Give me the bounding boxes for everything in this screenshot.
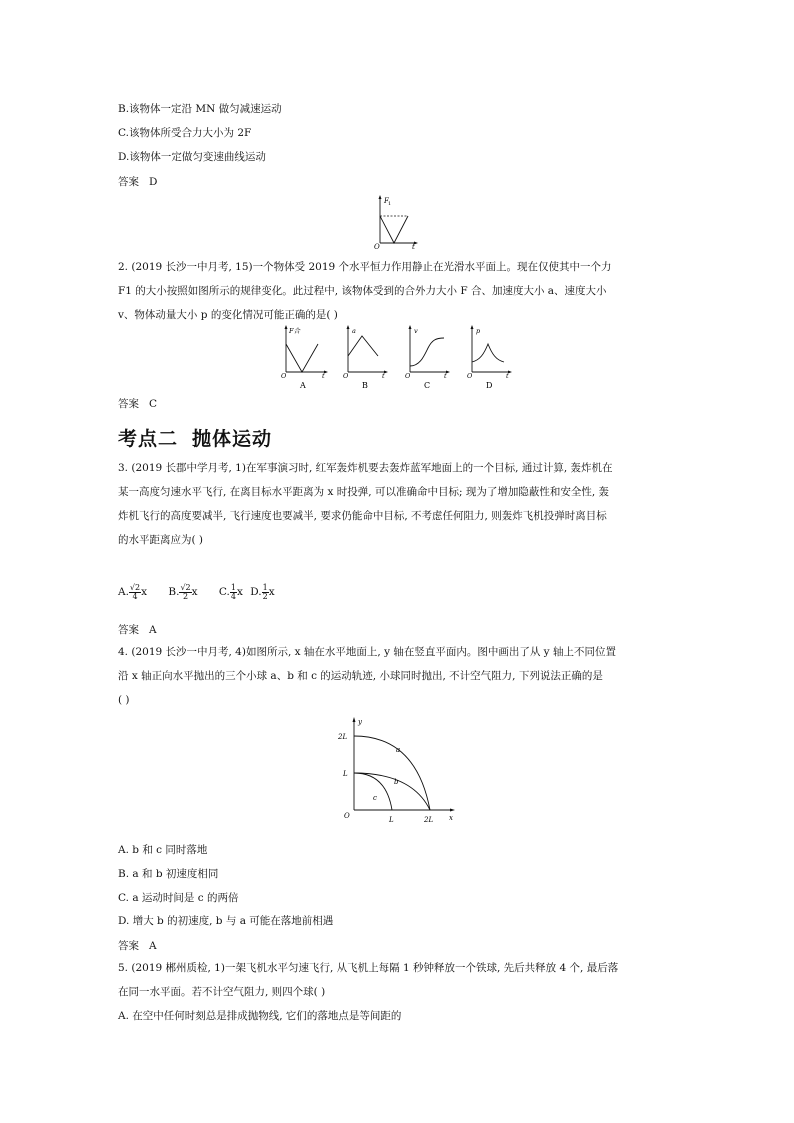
q3-option-b: B. $\frac{√2}{2}$ x [168, 582, 198, 601]
section-heading [118, 424, 272, 451]
q4-option-c: C. a 运动时间是 c 的两倍 [118, 892, 239, 904]
graph-c-label: C [424, 381, 431, 390]
graph-a-label: A [300, 381, 306, 390]
q4-label-a: a [396, 746, 401, 754]
answer-value: D [149, 176, 158, 188]
q4-option-d: D. 增大 b 的初速度, b 与 a 可能在落地前相遇 [118, 915, 334, 927]
graph-b-y: a [352, 327, 356, 335]
q5-option-a: A. 在空中任何时刻总是排成抛物线, 它们的落地点是等间距的 [118, 1010, 402, 1022]
graph-d [467, 325, 512, 390]
q4-label-c: c [373, 794, 377, 802]
graph-d-y: p [476, 327, 481, 335]
answer-q1 [118, 174, 157, 189]
q3-line1: 3. (2019 长郡中学月考, 1)在军事演习时, 红军轰炸机要去轰炸蓝军地面上的一个目标, 通过计算, 轰炸机在 [118, 462, 613, 474]
q4-x-label: x [449, 814, 453, 822]
q3-options [118, 582, 293, 602]
section-title: 抛体运动 [192, 428, 273, 450]
answer-label: 答案 [118, 624, 139, 636]
q4-line2: 沿 x 轴正向水平抛出的三个小球 a、b 和 c 的运动轨迹, 小球同时抛出, 不计空气阻力, 下列说法正确的是 [118, 670, 603, 682]
answer-q4 [118, 938, 157, 953]
graph-b [343, 325, 388, 390]
graph-b-x: t [382, 372, 385, 380]
q1-origin: O [374, 243, 380, 250]
option-b: B.该物体一定沿 MN 做匀减速运动 [118, 103, 282, 115]
q3-option-a: A. $\frac{√2}{4}$ x [118, 582, 148, 601]
graph-a-x: t [322, 372, 325, 380]
q4-y-2l: 2L [338, 733, 348, 741]
answer-q3 [118, 622, 157, 637]
graph-d-label: D [486, 381, 493, 390]
q3-option-d: D. $\frac{1}{2}$ x [250, 582, 275, 601]
graph-c-x: t [444, 372, 447, 380]
q3-line4: 的水平距离应为( ) [118, 534, 204, 546]
answer-q2 [118, 396, 157, 411]
section-num: 考点二 [118, 428, 179, 450]
q3-line2: 某一高度匀速水平飞行, 在离目标水平距离为 x 时投弹, 可以准确命中目标; 现为了增加隐蔽性和安全性, 轰 [118, 486, 609, 498]
graph-a [281, 325, 328, 390]
answer-value: A [149, 940, 157, 952]
graph-b-label: B [362, 381, 368, 390]
q4-x-l: L [389, 816, 394, 824]
q3-option-c: C. $\frac{1}{4}$ x [218, 582, 243, 601]
answer-value: A [149, 624, 157, 636]
answer-label: 答案 [118, 940, 139, 952]
q4-origin: O [344, 812, 350, 820]
q2-line2: F1 的大小按照如图所示的规律变化。此过程中, 该物体受到的合外力大小 F 合、加速度大小 a、速度大小 [118, 285, 607, 297]
graph-a-origin: O [281, 372, 287, 380]
q1-y-sub: 1 [388, 201, 392, 207]
option-c: C.该物体所受合力大小为 2F [118, 127, 252, 139]
q4-label-b: b [394, 778, 399, 786]
q4-y-l: L [343, 770, 348, 778]
q1-y-label: F [384, 197, 389, 205]
q1-x-label: t [412, 243, 415, 250]
graph-d-x: t [506, 372, 509, 380]
q4-option-b: B. a 和 b 初速度相同 [118, 868, 219, 880]
q2-line1: 2. (2019 长沙一中月考, 15)一个物体受 2019 个水平恒力作用静止在光滑水平面上。现在仅使其中一个力 [118, 261, 612, 273]
q5-line2: 在同一水平面。若不计空气阻力, 则四个球( ) [118, 986, 326, 998]
q2-line3: v、物体动量大小 p 的变化情况可能正确的是( ) [118, 309, 338, 321]
graph-b-origin: O [343, 372, 349, 380]
q4-y-label: y [358, 718, 362, 726]
graph-c-y: v [414, 327, 418, 335]
graph-c-origin: O [405, 372, 411, 380]
answer-label: 答案 [118, 176, 139, 188]
option-d: D.该物体一定做匀变速曲线运动 [118, 151, 266, 163]
curve-b [354, 773, 430, 810]
answer-label: 答案 [118, 398, 139, 410]
q4-line1: 4. (2019 长沙一中月考, 4)如图所示, x 轴在水平地面上, y 轴在竖直平面内。图中画出了从 y 轴上不同位置 [118, 646, 616, 658]
q4-option-a: A. b 和 c 同时落地 [118, 844, 208, 856]
q4-x-2l: 2L [424, 816, 434, 824]
graph-c [405, 325, 450, 390]
q2-graphs [278, 322, 518, 390]
answer-value: C [149, 398, 158, 410]
q4-line3: ( ) [118, 694, 130, 706]
q5-line1: 5. (2019 郴州质检, 1)一架飞机水平匀速飞行, 从飞机上每隔 1 秒钟释放一个铁球, 先后共释放 4 个, 最后落 [118, 962, 619, 974]
q4-trajectory-figure [336, 714, 460, 828]
q3-line3: 炸机飞行的高度要减半, 飞行速度也要减半, 要求仍能命中目标, 不考虑任何阻力, 则轰炸飞机投弹时离目标 [118, 510, 607, 522]
graph-d-origin: O [467, 372, 473, 380]
q1-force-graph [368, 194, 418, 250]
graph-a-y: F合 [289, 327, 301, 335]
curve-c [354, 773, 392, 810]
